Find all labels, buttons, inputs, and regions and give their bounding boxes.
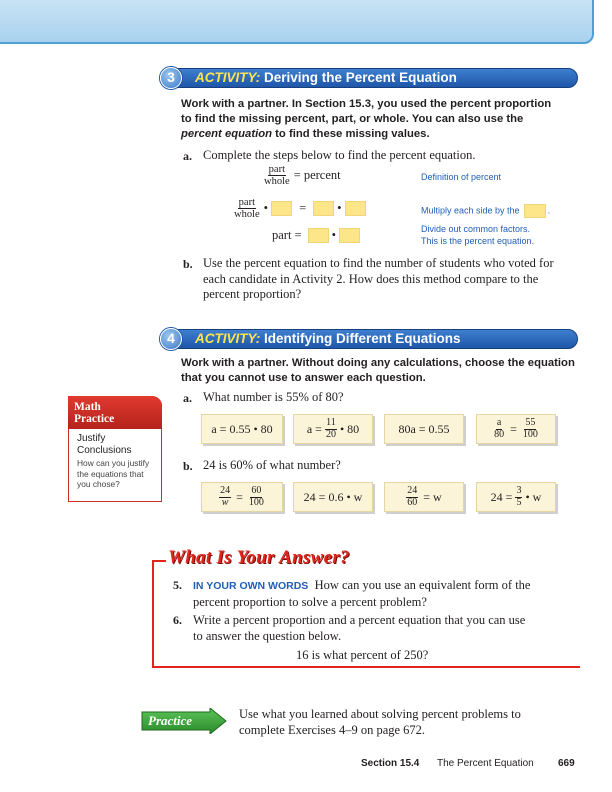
activity-3-label: ACTIVITY: <box>195 70 261 85</box>
item-b-letter: b. <box>183 459 193 473</box>
footer-section: Section 15.4 <box>361 758 420 769</box>
activity-4-intro: Work with a partner. Without doing any calculations, choose the equation that you cannot use to answer each question. <box>181 357 575 384</box>
intro-line: to find the missing percent, part, or whole. You can also use the <box>181 113 524 125</box>
dot: • <box>331 228 336 242</box>
question-6-text: Write a percent proportion and a percent equation that you can use to answer the question below. <box>193 613 526 643</box>
math-practice-header: Math Practice <box>68 396 162 429</box>
dot: • <box>337 201 342 215</box>
item-a-text: Complete the steps below to find the percent equation. <box>203 148 476 162</box>
answer-box[interactable] <box>345 201 366 216</box>
bracket-bottom <box>152 666 580 668</box>
activity-4-number: 4 <box>160 328 182 350</box>
equals: = <box>299 201 307 215</box>
equation-step-3 <box>272 228 363 243</box>
question-6-number: 6. <box>173 613 182 627</box>
equation-card[interactable]: $\frac{24}{60}$ = w <box>384 482 464 512</box>
note-multiply: Multiply each side by the . <box>421 204 550 218</box>
bracket-top <box>152 560 166 562</box>
equation-card[interactable]: $\frac{a}{80}$ = $\frac{55}{100}$ <box>476 414 556 444</box>
part-whole-fraction: $\frac{\text{part}}{\text{whole}}$ <box>234 197 260 220</box>
equation-card[interactable]: 24 = 0.6 • w <box>293 482 373 512</box>
dot: • <box>263 201 269 215</box>
answer-box[interactable] <box>339 228 360 243</box>
equation-step-1 <box>263 164 341 187</box>
equation-card[interactable]: 24 = $\frac{3}{5}$ • w <box>476 482 556 512</box>
activity-4-label: ACTIVITY: <box>195 331 261 346</box>
intro-line <box>181 127 581 142</box>
answer-box[interactable] <box>308 228 329 243</box>
equation-card[interactable]: a = $\frac{11}{20}$ • 80 <box>293 414 373 444</box>
practice-text: Use what you learned about solving percent problems to complete Exercises 4–9 on page 672. <box>239 707 521 737</box>
math-practice-box <box>68 396 162 502</box>
intro-line: Work with a partner. In Section 15.3, you used the percent proportion <box>181 98 552 110</box>
question-6-prompt: 16 is what percent of 250? <box>296 648 429 662</box>
question-5-text: IN YOUR OWN WORDS How can you use an equivalent form of the percent proportion to solve a percent problem? <box>193 578 531 609</box>
part-equals: part = <box>272 228 302 242</box>
equals-percent: = percent <box>293 168 341 182</box>
item-a-letter: a. <box>183 149 192 163</box>
item-a-letter: a. <box>183 391 192 405</box>
item-a-text: What number is 55% of 80? <box>203 390 344 404</box>
equation-card[interactable]: $\frac{24}{w}$ = $\frac{60}{100}$ <box>201 482 283 512</box>
math-practice-title: Justify Conclusions <box>77 433 132 456</box>
activity-4-title-text: Identifying Different Equations <box>264 331 461 346</box>
intro-italic: percent equation <box>181 128 273 140</box>
activity-3-number: 3 <box>160 67 182 89</box>
top-banner <box>0 0 594 44</box>
activity-3-title-text: Deriving the Percent Equation <box>264 70 457 85</box>
page-number: 669 <box>558 758 575 769</box>
equation-step-2 <box>233 197 369 220</box>
bracket-left <box>152 560 154 668</box>
answer-box[interactable] <box>271 201 292 216</box>
intro-line-end: to find these missing values. <box>275 128 430 140</box>
activity-3-title <box>195 70 457 85</box>
note-definition: Definition of percent <box>421 172 502 182</box>
practice-label: Practice <box>148 713 193 728</box>
in-your-own-words-label: IN YOUR OWN WORDS <box>193 580 309 592</box>
footer-title: The Percent Equation <box>437 758 534 769</box>
item-b-text: Use the percent equation to find the number of students who voted for each candidate in Activity 2. How does this method compare to the percent proportion? <box>203 256 554 301</box>
equation-card[interactable]: 80a = 0.55 <box>384 414 464 444</box>
what-is-your-answer-title: What Is Your Answer? <box>168 547 350 568</box>
practice-button[interactable] <box>140 708 228 734</box>
item-b-text: 24 is 60% of what number? <box>203 458 341 472</box>
part-whole-fraction: $\frac{\text{part}}{\text{whole}}$ <box>264 164 290 187</box>
answer-box[interactable] <box>313 201 334 216</box>
question-5-number: 5. <box>173 578 182 592</box>
activity-3-intro <box>181 97 581 142</box>
math-practice-question: How can you justify the equations that you chose? <box>77 458 150 489</box>
equation-card[interactable]: a = 0.55 • 80 <box>201 414 283 444</box>
item-b-letter: b. <box>183 257 193 271</box>
activity-4-title <box>195 331 461 346</box>
note-divide: Divide out common factors. This is the percent equation. <box>421 224 535 246</box>
answer-box[interactable] <box>524 204 546 218</box>
